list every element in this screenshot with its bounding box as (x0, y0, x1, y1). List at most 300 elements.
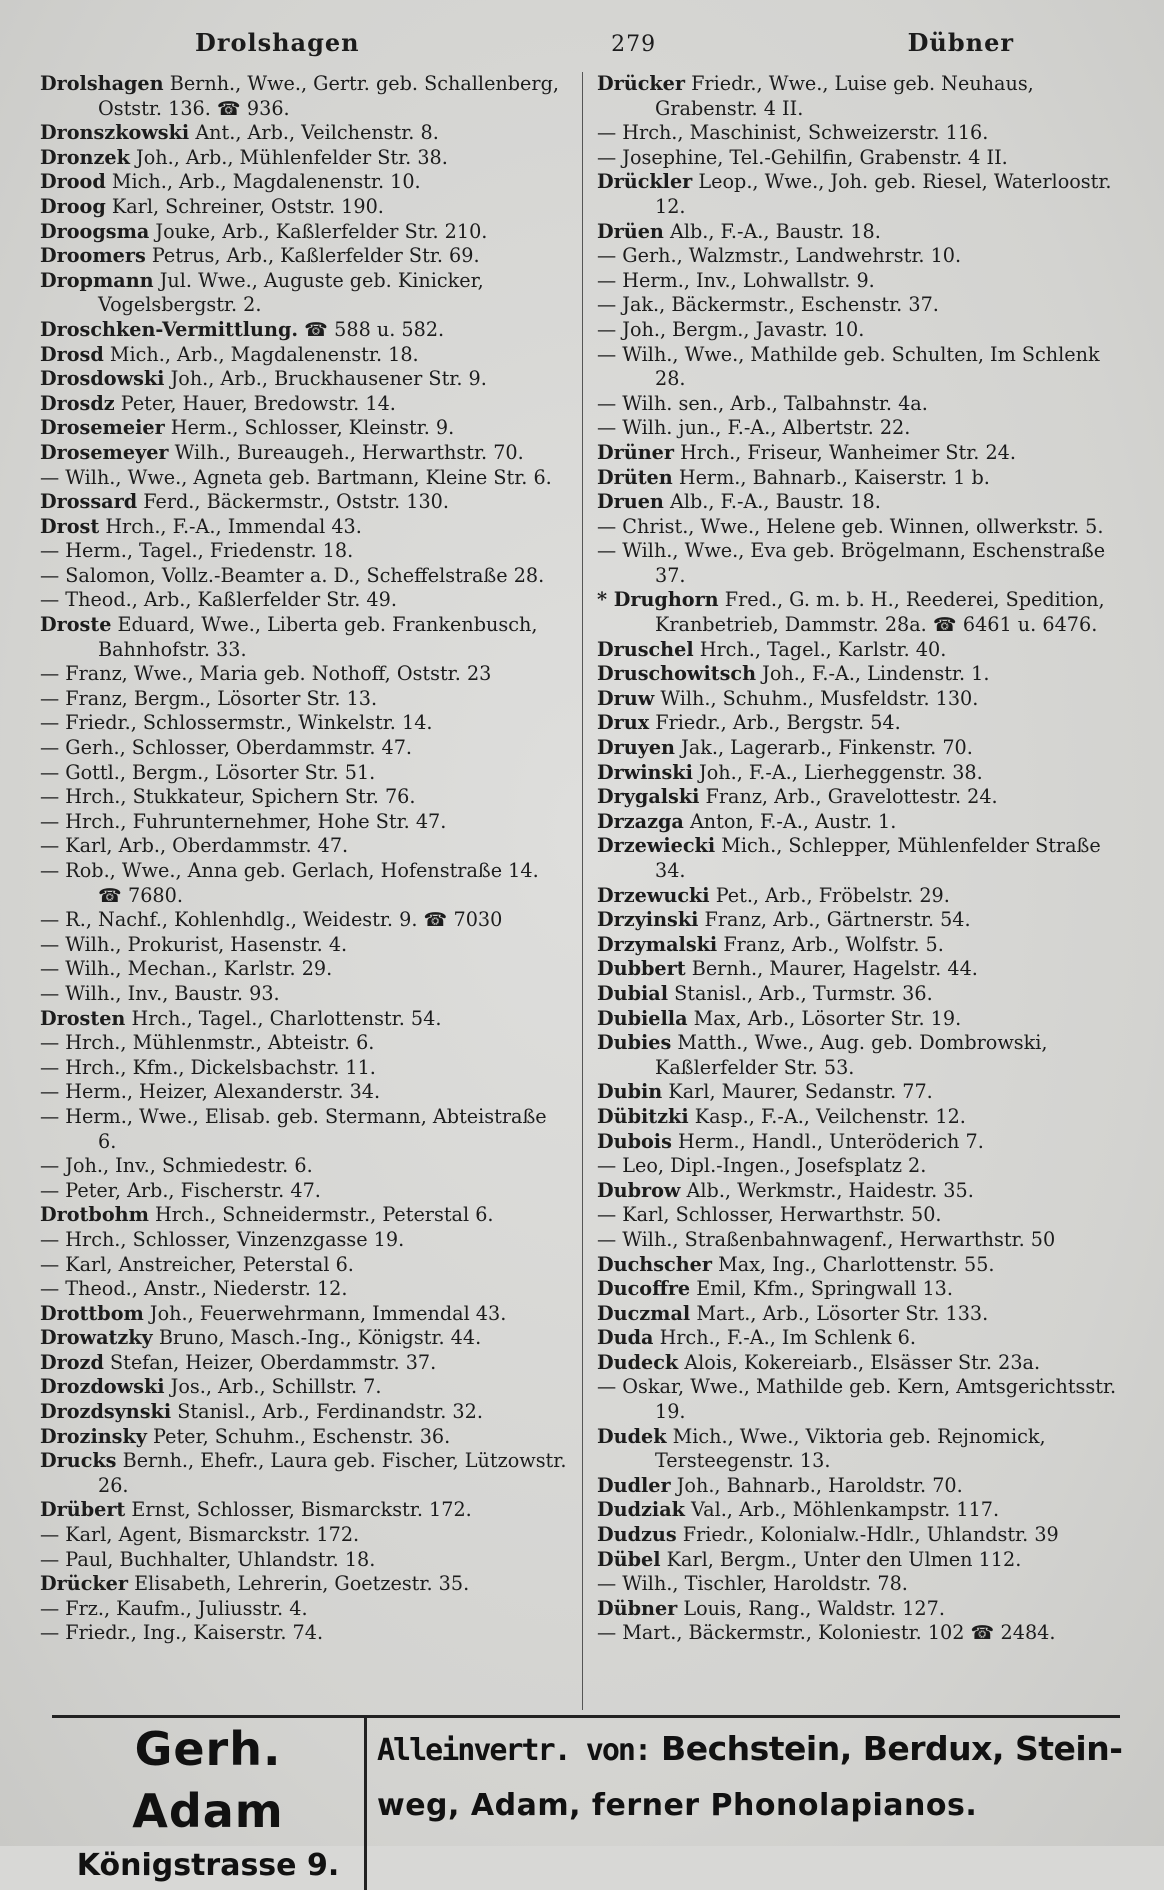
directory-entry (40, 662, 567, 687)
directory-entry (597, 269, 1124, 294)
directory-entry (597, 72, 1124, 121)
directory-entry (40, 1326, 567, 1351)
directory-entry (40, 244, 567, 269)
directory-entry (597, 1351, 1124, 1376)
entry-details: ☎ 588 u. 582. (304, 317, 445, 341)
entry-surname: Drygalski (597, 785, 700, 809)
entry-details: Matth., Wwe., Aug. geb. Dombrowski, Kaßlerfelder Str. 53. (655, 1031, 1048, 1079)
entry-surname: Drozd (40, 1350, 104, 1374)
directory-entry (597, 711, 1124, 736)
entry-details: Karl, Schreiner, Oststr. 190. (111, 194, 384, 218)
directory-entry (597, 834, 1124, 883)
directory-entry (40, 1179, 567, 1204)
directory-entry (40, 220, 567, 245)
entry-details: Fred., G. m. b. H., Reederei, Spedition, Kranbetrieb, Dammstr. 28a. ☎ 6461 u. 6476. (655, 588, 1105, 637)
directory-entry (40, 1031, 567, 1056)
directory-entry (40, 1523, 567, 1548)
entry-surname: Druschowitsch (597, 662, 757, 686)
directory-entry (40, 1056, 567, 1081)
entry-details: Joh., F.-A., Lindenstr. 1. (762, 662, 990, 686)
entry-details: — Herm., Heizer, Alexanderstr. 34. (40, 1080, 381, 1104)
entry-details: Leop., Wwe., Joh. geb. Riesel, Waterloostr. 12. (655, 170, 1112, 218)
directory-entry (40, 441, 567, 466)
entry-details: Petrus, Arb., Kaßlerfelder Str. 69. (151, 244, 480, 268)
directory-entry (597, 343, 1124, 392)
entry-surname: Dübel (597, 1547, 661, 1571)
entry-surname: Droschken-Vermittlung. (40, 317, 299, 341)
entry-details: — Wilh., Prokurist, Hasenstr. 4. (40, 932, 348, 956)
directory-entry (40, 121, 567, 146)
entry-details: Franz, Arb., Wolfstr. 5. (723, 932, 944, 956)
entry-surname: Drosten (40, 1006, 126, 1030)
entry-details: — Frz., Kaufm., Juliusstr. 4. (40, 1596, 308, 1620)
advertisement (52, 1715, 1123, 1883)
entry-details: — Wilh., Mechan., Karlstr. 29. (40, 957, 333, 981)
directory-columns (40, 72, 1124, 1710)
entry-details: — Karl, Arb., Oberdammstr. 47. (40, 834, 349, 858)
entry-surname: Druyen (597, 736, 676, 760)
directory-entry (597, 1080, 1124, 1105)
entry-details: — Wilh., Wwe., Mathilde geb. Schulten, Im Schlenk 28. (597, 342, 1100, 391)
directory-entry (40, 1375, 567, 1400)
page-number: 279 (611, 32, 657, 57)
entry-details: Max, Arb., Lösorter Str. 19. (693, 1006, 962, 1030)
directory-entry (597, 933, 1124, 958)
entry-details: Wilh., Schuhm., Musfeldstr. 130. (660, 686, 979, 710)
ad-line-2: weg, Adam, ferner Phonolapianos. (377, 1788, 978, 1823)
directory-entry (40, 1228, 567, 1253)
entry-details: Peter, Schuhm., Eschenstr. 36. (153, 1424, 451, 1448)
left-column (40, 72, 567, 1710)
directory-entry (597, 220, 1124, 245)
entry-surname: Dudzus (597, 1523, 677, 1547)
entry-details: Jos., Arb., Schillstr. 7. (170, 1375, 382, 1399)
directory-entry (597, 515, 1124, 540)
directory-entry (40, 736, 567, 761)
entry-surname: Droomers (40, 244, 146, 268)
entry-surname: Dubrow (597, 1178, 681, 1202)
directory-entry (40, 1203, 567, 1228)
entry-details: — Friedr., Ing., Kaiserstr. 74. (40, 1621, 324, 1645)
entry-details: — Herm., Tagel., Friedenstr. 18. (40, 539, 354, 563)
entry-details: Karl, Maurer, Sedanstr. 77. (668, 1080, 933, 1104)
directory-entry (597, 170, 1124, 219)
entry-details: — Wilh., Wwe., Eva geb. Brögelmann, Eschenstraße 37. (597, 539, 1106, 587)
entry-surname: Drosemeyer (40, 440, 169, 464)
entry-details: Anton, F.-A., Austr. 1. (689, 809, 897, 833)
directory-entry (40, 933, 567, 958)
entry-details: — Karl, Schlosser, Herwarthstr. 50. (597, 1203, 942, 1227)
directory-entry (40, 170, 567, 195)
entry-surname: Drzyinski (597, 908, 699, 932)
entry-surname: Drozinsky (40, 1424, 147, 1448)
directory-entry (40, 416, 567, 441)
entry-details: Hrch., F.-A., Im Schlenk 6. (659, 1326, 916, 1350)
entry-details: Hrch., Tagel., Karlstr. 40. (699, 637, 947, 661)
entry-details: Bernh., Ehefr., Laura geb. Fischer, Lützowstr. 26. (98, 1449, 567, 1497)
entry-details: — Gottl., Bergm., Lösorter Str. 51. (40, 760, 376, 784)
directory-entry (40, 1400, 567, 1425)
entry-details: Stanisl., Arb., Ferdinandstr. 32. (177, 1400, 483, 1424)
entry-details: Emil, Kfm., Springwall 13. (696, 1277, 953, 1301)
entry-details: — Wilh., Wwe., Agneta geb. Bartmann, Kleine Str. 6. (40, 465, 552, 489)
entry-surname: Drosdowski (40, 367, 165, 391)
entry-surname: Drücker (40, 1572, 128, 1596)
entry-details: — Josephine, Tel.-Gehilfin, Grabenstr. 4 II. (597, 145, 1008, 169)
entry-details: — Theod., Arb., Kaßlerfelder Str. 49. (40, 588, 397, 612)
directory-entry (597, 638, 1124, 663)
entry-details: Franz, Arb., Gravelottestr. 24. (705, 785, 998, 809)
entry-details: — Herm., Inv., Lohwallstr. 9. (597, 268, 875, 292)
entry-details: Joh., Arb., Bruckhausener Str. 9. (170, 367, 487, 391)
entry-details: Friedr., Wwe., Luise geb. Neuhaus, Grabenstr. 4 II. (655, 72, 1034, 120)
directory-entry (40, 195, 567, 220)
directory-entry (40, 269, 567, 318)
ad-line-1-prefix: Alleinvertr. von: (377, 1733, 651, 1768)
entry-details: Karl, Bergm., Unter den Ulmen 112. (666, 1547, 1022, 1571)
entry-surname: Druschel (597, 637, 694, 661)
entry-details: Mart., Arb., Lösorter Str. 133. (696, 1301, 989, 1325)
directory-entry (597, 736, 1124, 761)
entry-surname: Drozdsynski (40, 1400, 172, 1424)
entry-details: — Hrch., Maschinist, Schweizerstr. 116. (597, 121, 989, 145)
entry-surname: Droog (40, 194, 106, 218)
entry-details: Mich., Arb., Magdalenenstr. 18. (109, 342, 419, 366)
directory-entry (40, 957, 567, 982)
entry-details: — Wilh., Straßenbahnwagenf., Herwarthstr. 50 (597, 1227, 1056, 1251)
entry-details: — Hrch., Kfm., Dickelsbachstr. 11. (40, 1055, 376, 1079)
entry-details: Stanisl., Arb., Turmstr. 36. (674, 981, 933, 1005)
directory-entry (597, 1375, 1124, 1424)
directory-entry (597, 1523, 1124, 1548)
directory-entry (597, 1253, 1124, 1278)
entry-surname: Drosdz (40, 391, 115, 415)
entry-details: Alb., F.-A., Baustr. 18. (669, 490, 881, 514)
directory-entry (597, 957, 1124, 982)
directory-entry (597, 392, 1124, 417)
entry-details: — Oskar, Wwe., Mathilde geb. Kern, Amtsgerichtsstr. 19. (597, 1375, 1117, 1424)
entry-details: Kasp., F.-A., Veilchenstr. 12. (694, 1104, 966, 1128)
entry-details: Eduard, Wwe., Liberta geb. Frankenbusch, Bahnhofstr. 33. (98, 613, 538, 661)
directory-entry (597, 1425, 1124, 1474)
directory-entry (597, 810, 1124, 835)
entry-details: Ernst, Schlosser, Bismarckstr. 172. (131, 1498, 472, 1522)
directory-entry (597, 121, 1124, 146)
directory-entry (40, 539, 567, 564)
directory-entry (597, 908, 1124, 933)
entry-surname: Dubial (597, 981, 669, 1005)
entry-details: Bernh., Wwe., Gertr. geb. Schallenberg, Oststr. 136. ☎ 936. (98, 72, 559, 120)
entry-details: — Franz, Wwe., Maria geb. Nothoff, Oststr. 23 (40, 662, 492, 686)
entry-details: Hrch., Friseur, Wanheimer Str. 24. (680, 440, 1016, 464)
directory-entry (597, 1326, 1124, 1351)
entry-surname: Drosd (40, 342, 104, 366)
entry-details: Herm., Bahnarb., Kaiserstr. 1 b. (678, 465, 990, 489)
entry-surname: Dronzek (40, 145, 130, 169)
entry-details: Jouke, Arb., Kaßlerfelder Str. 210. (155, 219, 488, 243)
entry-details: Louis, Rang., Waldstr. 127. (683, 1596, 945, 1620)
directory-entry (597, 1154, 1124, 1179)
entry-details: — Leo, Dipl.-Ingen., Josefsplatz 2. (597, 1154, 927, 1178)
entry-details: Joh., Arb., Mühlenfelder Str. 38. (136, 145, 448, 169)
directory-entry (597, 490, 1124, 515)
directory-entry (40, 343, 567, 368)
directory-entry (597, 1302, 1124, 1327)
entry-surname: Drüen (597, 219, 664, 243)
entry-details: — Gerh., Schlosser, Oberdammstr. 47. (40, 736, 413, 760)
entry-details: Franz, Arb., Gärtnerstr. 54. (704, 908, 971, 932)
directory-entry (597, 1548, 1124, 1573)
entry-details: — Peter, Arb., Fischerstr. 47. (40, 1178, 321, 1202)
entry-surname: Dubies (597, 1031, 672, 1055)
entry-surname: Druen (597, 490, 664, 514)
entry-details: Hrch., Schneidermstr., Peterstal 6. (155, 1203, 494, 1227)
entry-details: — Wilh., Tischler, Haroldstr. 78. (597, 1572, 908, 1596)
entry-details: Herm., Handl., Unteröderich 7. (678, 1129, 984, 1153)
directory-entry (597, 539, 1124, 588)
entry-surname: Drotbohm (40, 1203, 149, 1227)
directory-entry (597, 293, 1124, 318)
entry-details: — Hrch., Stukkateur, Spichern Str. 76. (40, 785, 416, 809)
entry-details: — Salomon, Vollz.-Beamter a. D., Scheffelstraße 28. (40, 563, 545, 587)
directory-entry (40, 761, 567, 786)
entry-surname: Drowatzky (40, 1326, 153, 1350)
entry-details: — Hrch., Mühlenmstr., Abteistr. 6. (40, 1031, 375, 1055)
directory-entry (597, 441, 1124, 466)
entry-details: — Mart., Bäckermstr., Koloniestr. 102 ☎ 2484. (597, 1621, 1056, 1645)
directory-entry (597, 982, 1124, 1007)
entry-surname: Dubois (597, 1129, 672, 1153)
directory-entry (597, 662, 1124, 687)
directory-entry (597, 1031, 1124, 1080)
entry-details: Jak., Lagerarb., Finkenstr. 70. (681, 736, 973, 760)
directory-entry (40, 859, 567, 908)
entry-details: — Jak., Bäckermstr., Eschenstr. 37. (597, 293, 939, 317)
entry-details: Alois, Kokereiarb., Elsässer Str. 23a. (684, 1350, 1041, 1374)
directory-entry (40, 367, 567, 392)
entry-surname: Dudeck (597, 1350, 679, 1374)
entry-surname: Drolshagen (40, 72, 164, 95)
directory-entry (597, 416, 1124, 441)
directory-entry (597, 1621, 1124, 1646)
entry-details: Pet., Arb., Fröbelstr. 29. (715, 883, 950, 907)
entry-surname: Dudler (597, 1473, 671, 1497)
entry-details: Ferd., Bäckermstr., Oststr. 130. (143, 490, 449, 514)
directory-entry (40, 1597, 567, 1622)
directory-entry (597, 1179, 1124, 1204)
entry-details: — Hrch., Schlosser, Vinzenzgasse 19. (40, 1227, 405, 1251)
directory-entry (40, 318, 567, 343)
entry-surname: Droogsma (40, 219, 150, 243)
entry-surname: Drücker (597, 72, 685, 95)
entry-details: Alb., F.-A., Baustr. 18. (669, 219, 881, 243)
directory-entry (597, 761, 1124, 786)
directory-entry (40, 982, 567, 1007)
directory-entry (597, 884, 1124, 909)
entry-details: Elisabeth, Lehrerin, Goetzestr. 35. (134, 1572, 470, 1596)
ad-text-block (364, 1718, 1122, 1890)
entry-details: Mich., Schlepper, Mühlenfelder Straße 34. (655, 834, 1101, 882)
entry-details: Jul. Wwe., Auguste geb. Kinicker, Vogelsbergstr. 2. (98, 268, 484, 317)
ad-address: Königstrasse 9. (76, 1848, 340, 1883)
entry-details: Wilh., Bureaugeh., Herwarthstr. 70. (174, 440, 524, 464)
entry-surname: Drood (40, 170, 106, 194)
directory-entry (40, 834, 567, 859)
directory-entry (40, 908, 567, 933)
entry-surname: Dübner (597, 1596, 678, 1620)
entry-surname: Drzymalski (597, 932, 718, 956)
entry-surname: Drzewucki (597, 883, 710, 907)
directory-entry (597, 785, 1124, 810)
entry-surname: Druw (597, 686, 655, 710)
directory-entry (40, 1302, 567, 1327)
left-headword: Drolshagen (195, 28, 360, 57)
ad-line-1 (377, 1718, 1122, 1782)
entry-surname: Dudek (597, 1424, 667, 1448)
entry-details: Hrch., Tagel., Charlottenstr. 54. (131, 1006, 442, 1030)
entry-details: Ant., Arb., Veilchenstr. 8. (195, 121, 439, 145)
entry-surname: Ducoffre (597, 1277, 691, 1301)
directory-entry (40, 392, 567, 417)
directory-entry (40, 1277, 567, 1302)
entry-surname: Dronszkowski (40, 121, 190, 145)
entry-surname: Dropmann (40, 268, 154, 292)
entry-details: Friedr., Kolonialw.-Hdlr., Uhlandstr. 39 (682, 1523, 1059, 1547)
entry-surname: Drozdowski (40, 1375, 165, 1399)
directory-entry (40, 72, 567, 121)
directory-entry (597, 687, 1124, 712)
directory-entry (40, 1548, 567, 1573)
directory-entry (40, 613, 567, 662)
directory-entry (597, 1007, 1124, 1032)
entry-surname: * Drughorn (597, 588, 719, 612)
directory-entry (40, 1007, 567, 1032)
ad-brand-block (52, 1718, 364, 1890)
entry-surname: Droste (40, 613, 112, 637)
page-header (40, 28, 1124, 72)
entry-surname: Dubiella (597, 1006, 688, 1030)
directory-entry (40, 711, 567, 736)
directory-entry (40, 1572, 567, 1597)
ad-line-1-rest: Bechstein, Berdux, Stein- (650, 1729, 1123, 1768)
entry-details: Joh., Bahnarb., Haroldstr. 70. (676, 1473, 963, 1497)
entry-surname: Drüten (597, 465, 673, 489)
entry-surname: Drottbom (40, 1301, 144, 1325)
directory-entry (40, 1621, 567, 1646)
directory-entry (40, 687, 567, 712)
directory-entry (597, 1277, 1124, 1302)
entry-details: Joh., F.-A., Lierheggenstr. 38. (699, 760, 983, 784)
directory-entry (40, 810, 567, 835)
directory-entry (40, 588, 567, 613)
entry-details: — Karl, Agent, Bismarckstr. 172. (40, 1523, 360, 1547)
directory-entry (597, 244, 1124, 269)
entry-surname: Dübitzki (597, 1104, 689, 1128)
entry-details: — Rob., Wwe., Anna geb. Gerlach, Hofenstraße 14. ☎ 7680. (40, 859, 539, 907)
entry-details: — Wilh. jun., F.-A., Albertstr. 22. (597, 416, 911, 440)
directory-entry (40, 490, 567, 515)
directory-entry (40, 1105, 567, 1154)
directory-entry (597, 1203, 1124, 1228)
entry-details: — Herm., Wwe., Elisab. geb. Stermann, Abteistraße 6. (40, 1104, 547, 1153)
directory-entry (40, 515, 567, 540)
directory-entry (597, 318, 1124, 343)
entry-details: Alb., Werkmstr., Haidestr. 35. (686, 1178, 974, 1202)
directory-entry (597, 1474, 1124, 1499)
entry-surname: Drzewiecki (597, 834, 716, 858)
entry-details: — Wilh., Inv., Baustr. 93. (40, 981, 280, 1005)
entry-details: Friedr., Arb., Bergstr. 54. (655, 711, 901, 735)
entry-details: — Gerh., Walzmstr., Landwehrstr. 10. (597, 244, 962, 268)
right-column (597, 72, 1124, 1710)
entry-details: Mich., Arb., Magdalenenstr. 10. (111, 170, 421, 194)
entry-surname: Duda (597, 1326, 654, 1350)
entry-surname: Duczmal (597, 1301, 691, 1325)
directory-entry (40, 1449, 567, 1498)
entry-details: Herm., Schlosser, Kleinstr. 9. (170, 416, 455, 440)
entry-details: Hrch., F.-A., Immendal 43. (105, 514, 362, 538)
directory-entry (40, 1253, 567, 1278)
entry-details: — Franz, Bergm., Lösorter Str. 13. (40, 686, 378, 710)
entry-surname: Drosemeier (40, 416, 165, 440)
directory-entry (597, 1105, 1124, 1130)
right-headword: Dübner (907, 28, 1014, 57)
entry-surname: Drost (40, 514, 100, 538)
entry-details: — Wilh. sen., Arb., Talbahnstr. 4a. (597, 391, 928, 415)
entry-details: — Hrch., Fuhrunternehmer, Hohe Str. 47. (40, 809, 447, 833)
directory-entry (40, 1154, 567, 1179)
directory-entry (40, 1351, 567, 1376)
entry-surname: Drzazga (597, 809, 684, 833)
entry-details: — R., Nachf., Kohlenhdlg., Weidestr. 9. ☎ 7030 (40, 908, 503, 932)
directory-entry (40, 146, 567, 171)
directory-entry (597, 466, 1124, 491)
entry-surname: Drückler (597, 170, 693, 194)
entry-details: Val., Arb., Möhlenkampstr. 117. (691, 1498, 1000, 1522)
directory-entry (597, 1228, 1124, 1253)
entry-surname: Drwinski (597, 760, 693, 784)
entry-surname: Drux (597, 711, 650, 735)
entry-details: — Joh., Inv., Schmiedestr. 6. (40, 1154, 313, 1178)
directory-entry (40, 1425, 567, 1450)
entry-details: — Friedr., Schlossermstr., Winkelstr. 14. (40, 711, 433, 735)
directory-entry (597, 1498, 1124, 1523)
entry-surname: Drossard (40, 490, 138, 514)
entry-details: — Joh., Bergm., Javastr. 10. (597, 317, 865, 341)
entry-surname: Dubin (597, 1080, 663, 1104)
entry-details: — Christ., Wwe., Helene geb. Winnen, ollwerkstr. 5. (597, 514, 1104, 538)
directory-entry (40, 785, 567, 810)
directory-entry (597, 146, 1124, 171)
entry-details: Joh., Feuerwehrmann, Immendal 43. (149, 1301, 507, 1325)
entry-surname: Drübert (40, 1498, 126, 1522)
entry-surname: Drucks (40, 1449, 117, 1473)
entry-details: — Karl, Anstreicher, Peterstal 6. (40, 1252, 354, 1276)
directory-entry (40, 1498, 567, 1523)
entry-details: — Theod., Anstr., Niederstr. 12. (40, 1277, 348, 1301)
ad-brand: Gerh. Adam (132, 1722, 284, 1838)
directory-entry (597, 588, 1124, 637)
entry-details: Mich., Wwe., Viktoria geb. Rejnomick, Tersteegenstr. 13. (655, 1424, 1046, 1473)
entry-surname: Dudziak (597, 1498, 685, 1522)
entry-details: — Paul, Buchhalter, Uhlandstr. 18. (40, 1547, 376, 1571)
directory-entry (597, 1597, 1124, 1622)
directory-entry (597, 1130, 1124, 1155)
entry-details: Stefan, Heizer, Oberdammstr. 37. (109, 1350, 437, 1374)
entry-details: Bernh., Maurer, Hagelstr. 44. (691, 957, 978, 981)
directory-entry (40, 1080, 567, 1105)
directory-entry (40, 466, 567, 491)
